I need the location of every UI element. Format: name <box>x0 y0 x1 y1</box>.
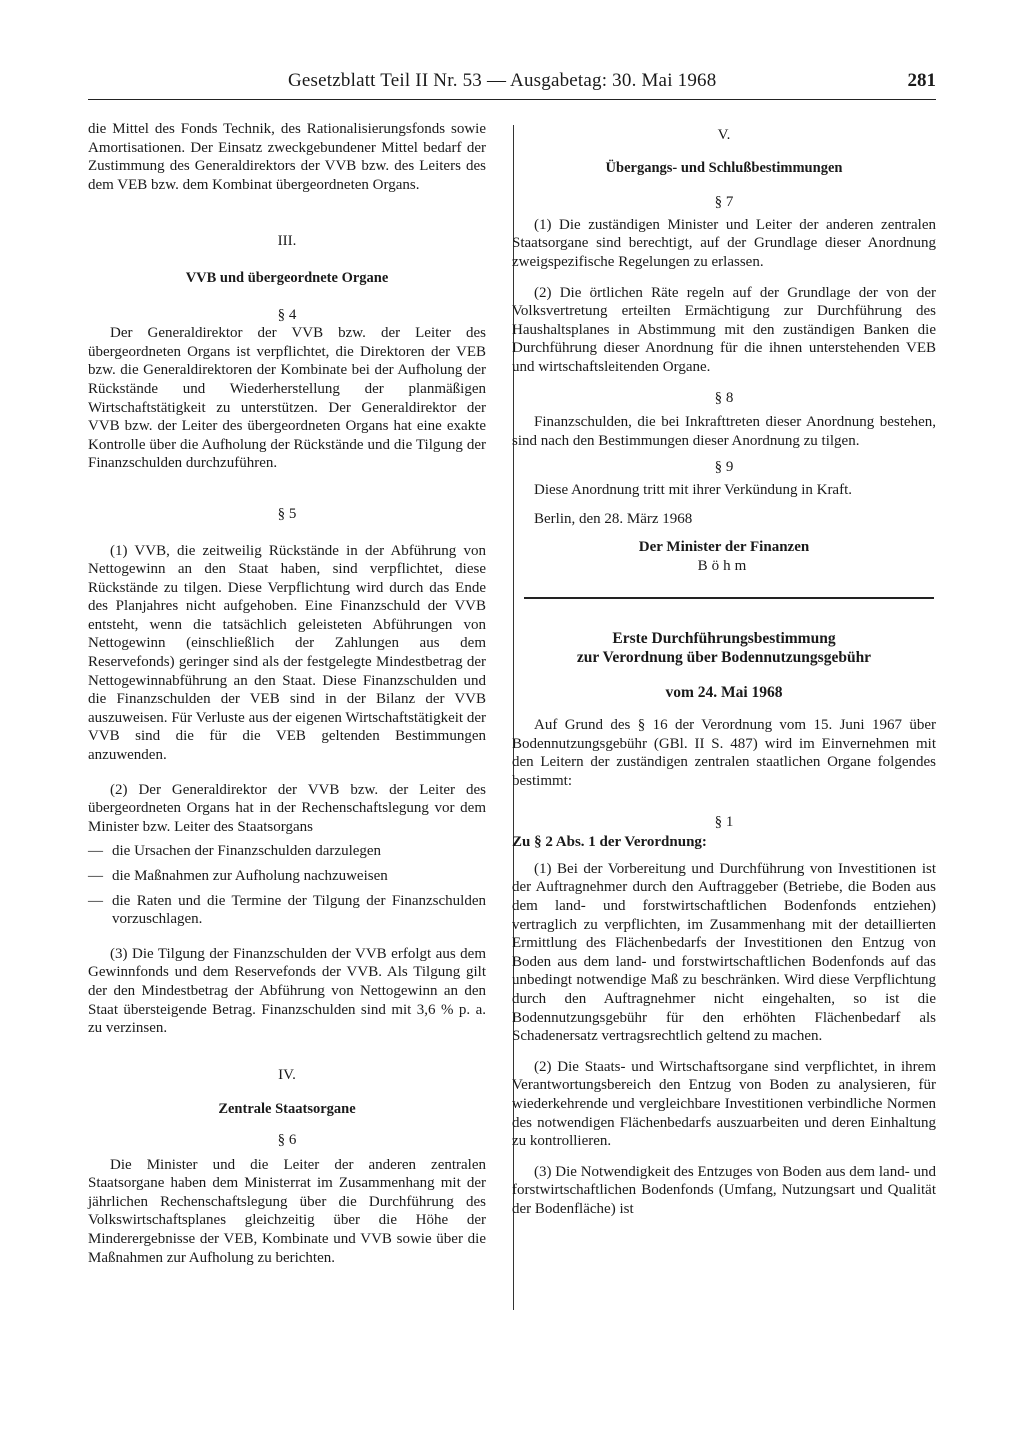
bullet-item: — die Maßnahmen zur Aufholung nachzuweisen <box>88 868 388 884</box>
document-date: vom 24. Mai 1968 <box>665 684 783 702</box>
intro-paragraph: die Mittel des Fonds Technik, des Rationalisierungsfonds sowie Amortisationen. Der Einsatz zweckgebundener Mittel bedarf der Zustimmung des Generaldirektors der VVB bzw. des Leiters des dem VEB bzw. dem Kombinat übergeordneten Organs. <box>88 121 486 193</box>
paragraph-5-2: (2) Der Generaldirektor der VVB bzw. der Leiter des übergeordneten Organs hat in der Rechenschaftslegung vor dem Minister bzw. Leiter des Staatsorgans <box>88 781 486 835</box>
section-3-number: III. <box>277 233 297 250</box>
paragraph-8-number: § 8 <box>714 389 734 406</box>
paragraph-6-number: § 6 <box>277 1131 297 1148</box>
section-1-number: § 1 <box>714 813 734 830</box>
section-1-subheading: Zu § 2 Abs. 1 der Verordnung: <box>512 834 707 851</box>
section-5-number: V. <box>717 127 731 143</box>
paragraph-7-2: (2) Die örtlichen Räte regeln auf der Grundlage der von der Volksvertretung erteilten Ermächtigung zur Durchführung des Haushaltsplanes in Abstimmung mit den zuständigen Banken die Durchführung dieser Anordnung für die ihnen unterstehenden VEB und wirtschaftsleitenden Organe. <box>512 284 936 375</box>
paragraph-4-number: § 4 <box>277 306 297 323</box>
left-column <box>88 120 486 1267</box>
signer-name: Böhm <box>697 557 751 574</box>
paragraph-9-number: § 9 <box>714 459 734 476</box>
bullet-item: — die Ursachen der Finanzschulden darzulegen <box>88 843 382 860</box>
section-1-3: (3) Die Notwendigkeit des Entzuges von Boden aus dem land- und forstwirtschaftlichen Bodenfonds (Umfang, Nutzungsart und Qualität der Bodenfläche) ist <box>512 1163 936 1217</box>
section-1-1: (1) Bei der Vorbereitung und Durchführung von Investitionen ist der Auftragnehmer durch den Auftraggeber (Betriebe, die Boden aus dem land- und forstwirtschaftlichen Bodenfonds entziehen) vertraglich zu verpflichten, im Zusammenhang mit der detaillierten Ermittlung des Flächenbedarfs der Investitionen den Entzug von Boden aus dem land- und forstwirtschaftlichen Bodenfonds auf das unbedingt notwendige Maß zu beschränken. Wird diese Verpflichtung durch den Auftragnehmer nicht eingehalten, so ist die Bodennutzungsgebühr für den erhöhten Flächenbedarf als Schadenersatz vertragsrechtlich geltend zu machen. <box>512 860 936 1045</box>
paragraph-7-1: (1) Die zuständigen Minister und Leiter der anderen zentralen Staatsorgane sind berechtigt, auf der Grundlage dieser Anordnung zweigspezifische Regelungen zu erlassen. <box>512 216 936 270</box>
paragraph-5-1: (1) VVB, die zeitweilig Rückstände in der Abführung von Nettogewinn an den Staat haben, sind verpflichtet, diese Rückstände zu tilgen. Diese Verpflichtung wird durch das Ende des Planjahres nicht aufgehoben. Eine Finanzschuld der VVB entsteht, wenn die tatsächlich geleisteten Abführungen von Nettogewinn (einschließlich der Zahlungen aus dem Reservefonds) geringer sind als der festgelegte Mindestbetrag der Nettogewinnabführung an den Staat. Diese Finanzschulden und die Finanzschulden der VEB sind in der Bilanz der VVB auszuweisen. Für Verluste aus der eigenen Wirtschaftstätigkeit der VVB sind die für die VEB geltenden Bestimmungen anzuwenden. <box>88 542 486 764</box>
paragraph-9-text: Diese Anordnung tritt mit ihrer Verkündung in Kraft. <box>534 481 853 498</box>
document-title-line-1: Erste Durchführungsbestimmung <box>612 630 836 648</box>
paragraph-8-text: Finanzschulden, die bei Inkrafttreten dieser Anordnung bestehen, sind nach den Bestimmungen dieser Anordnung zu tilgen. <box>512 414 936 449</box>
document-title-line-2: zur Verordnung über Bodennutzungsgebühr <box>576 649 872 667</box>
page-number: 281 <box>907 70 936 91</box>
section-5-title: Übergangs- und Schlußbestimmungen <box>605 159 843 176</box>
page-header <box>88 70 936 100</box>
section-3-title: VVB und übergeordnete Organe <box>185 269 389 286</box>
section-4-number: IV. <box>278 1066 296 1083</box>
section-4-title: Zentrale Staatsorgane <box>218 1101 356 1118</box>
section-1-2: (2) Die Staats- und Wirtschaftsorgane sind verpflichtet, in ihrem Verantwortungsbereich den Entzug von Boden zu analysieren, für wiederkehrende und vergleichbare Investitionen verbindliche Normen des notwendigen Flächenbedarfs auszuarbeiten und deren Einhaltung zu kontrollieren. <box>512 1058 936 1150</box>
paragraph-7-number: § 7 <box>714 194 734 211</box>
place-date: Berlin, den 28. März 1968 <box>534 510 693 527</box>
paragraph-6-text: Die Minister und die Leiter der anderen zentralen Staatsorgane haben dem Ministerrat im Zusammenhang mit der jährlichen Rechenschaftslegung über die Durchführung des Volkswirtschaftsplanes gleichzeitig über die Höhe der Minderergebnisse der VEB, Kombinate und VVB sowie über die Maßnahmen zur Aufholung zu berichten. <box>88 1156 486 1266</box>
right-column <box>512 120 936 1219</box>
paragraph-5-number: § 5 <box>277 505 297 522</box>
paragraph-4-text: Der Generaldirektor der VVB bzw. der Leiter des übergeordneten Organs ist verpflichtet, die Direktoren der VEB bzw. die Generaldirektoren der Kombinate bei der Aufholung der Rückstände und Wiederherstellung der planmäßigen Wirtschaftstätigkeit zu unterstützen. Der Generaldirektor der VVB bzw. der Leiter des übergeordneten Organs hat eine exakte Kontrolle über die Aufholung der Rückstände und die Tilgung der Finanzschulden durchzuführen. <box>88 325 486 472</box>
header-title: Gesetzblatt Teil II Nr. 53 — Ausgabetag: 30. Mai 1968 <box>288 70 717 91</box>
signer-title: Der Minister der Finanzen <box>638 539 810 556</box>
bullet-item: — die Raten und die Termine der Tilgung der Finanzschulden vorzuschlagen. <box>88 892 486 928</box>
preamble: Auf Grund des § 16 der Verordnung vom 15. Juni 1967 über Bodennutzungsgebühr (GBl. II S. 487) wird im Einvernehmen mit den Leitern der zuständigen zentralen staatlichen Organe folgendes bestimmt: <box>512 717 936 790</box>
header-rule <box>88 99 936 100</box>
paragraph-5-3: (3) Die Tilgung der Finanzschulden der VVB erfolgt aus dem Gewinnfonds und dem Reservefonds der VVB. Als Tilgung gilt der den Mindestbetrag der Abführung von Nettogewinn an den Staat übersteigende Betrag. Finanzschulden sind mit 3,6 % p. a. zu verzinsen. <box>88 945 486 1037</box>
